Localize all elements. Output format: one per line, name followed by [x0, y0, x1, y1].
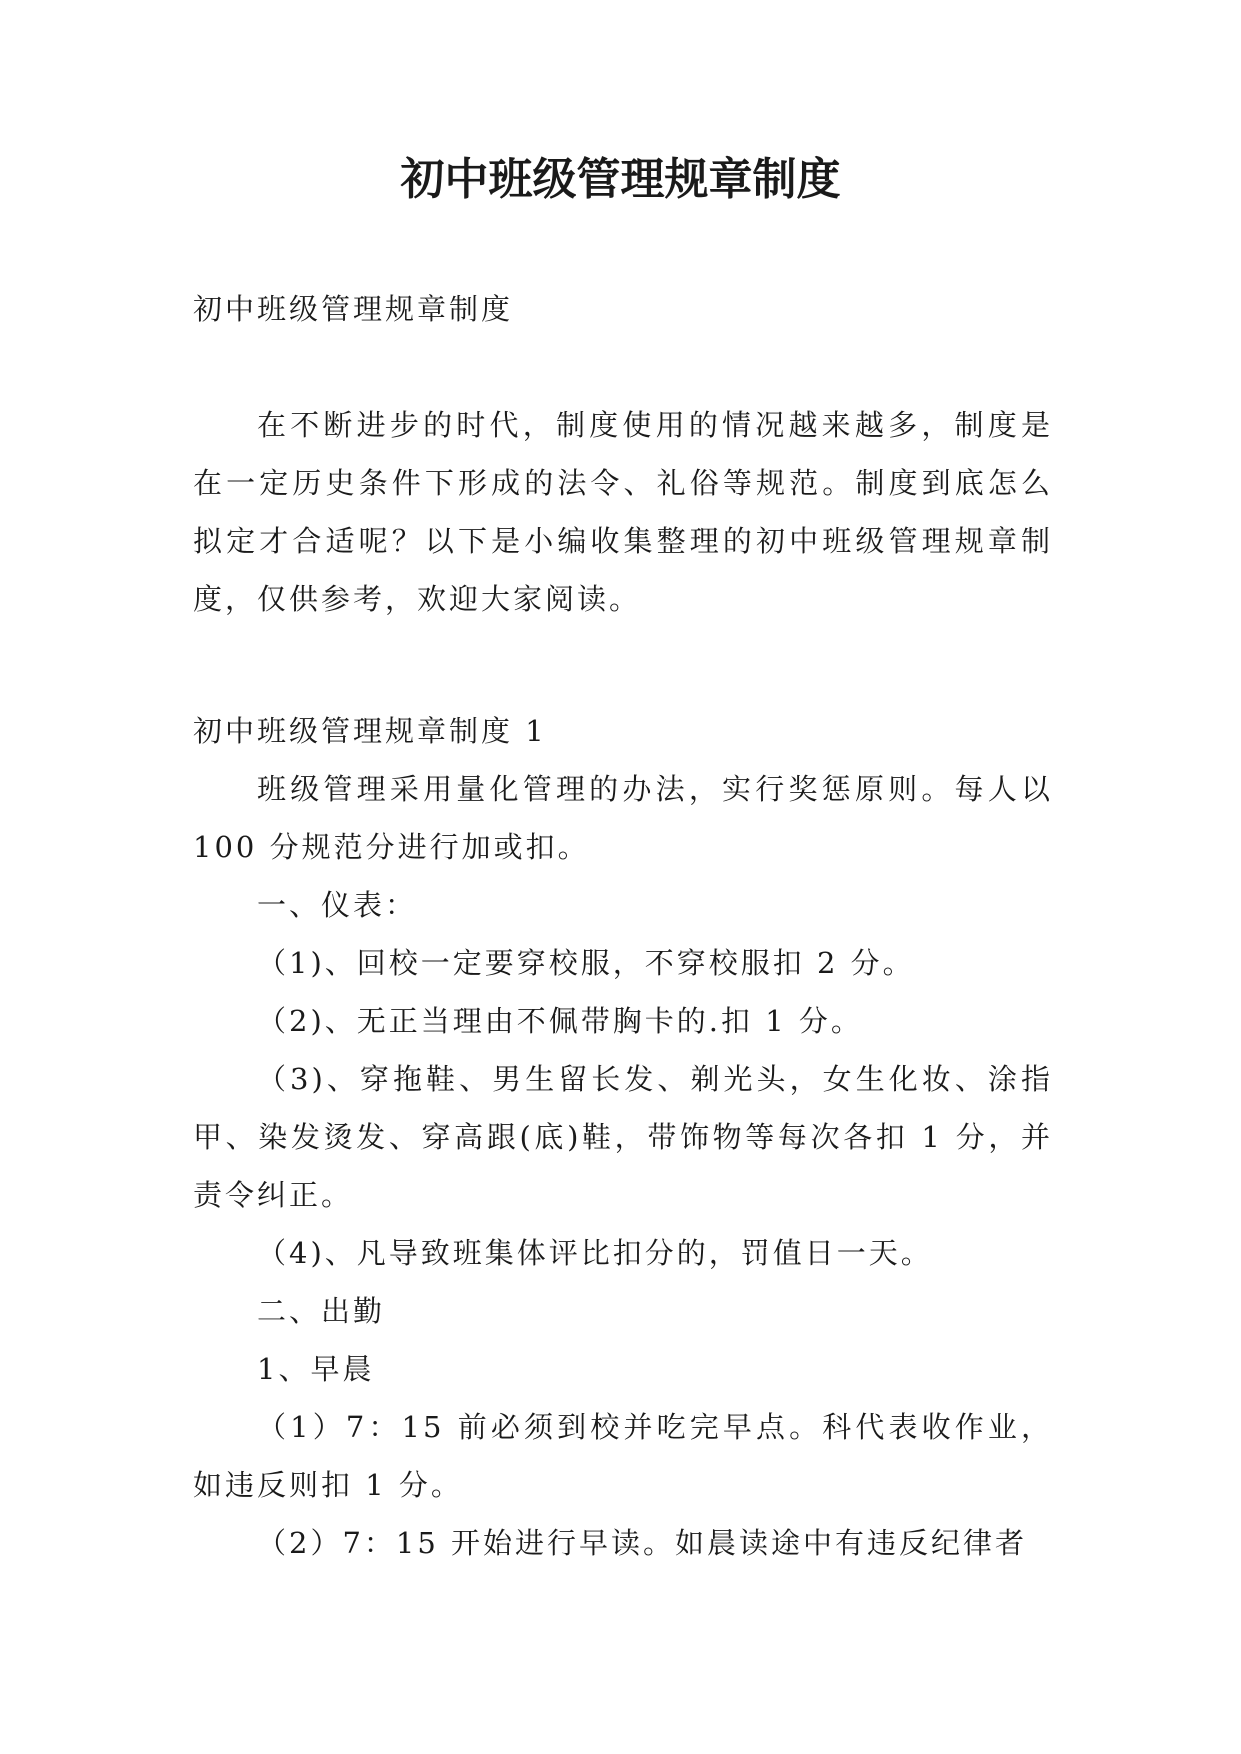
item-appearance: 一、仪表：	[257, 888, 418, 922]
intro-paragraph: 在不断进步的时代，制度使用的情况越来越多，制度是在一定历史条件下形成的法令、礼俗等规范。制度到底怎么拟定才合适呢？以下是小编收集整理的初中班级管理规章制度，仅供参考，欢迎大家阅读。	[193, 408, 1053, 616]
document-title: 初中班级管理规章制度	[400, 154, 841, 205]
item-appearance-4: （4)、凡导致班集体评比扣分的，罚值日一天。	[257, 1236, 933, 1270]
item-appearance-3: （3)、穿拖鞋、男生留长发、剃光头，女生化妆、涂指甲、染发烫发、穿高跟(底)鞋，带饰物等每次各扣 1 分，并责令纠正。	[193, 1062, 1053, 1212]
section-1-heading: 初中班级管理规章制度 1	[193, 714, 547, 748]
item-appearance-1: （1)、回校一定要穿校服，不穿校服扣 2 分。	[257, 946, 915, 980]
item-appearance-2: （2)、无正当理由不佩带胸卡的.扣 1 分。	[257, 1004, 863, 1038]
item-attendance: 二、出勤	[257, 1294, 386, 1328]
item-attendance-morning: 1、早晨	[257, 1352, 375, 1386]
item-morning-rule-2: （2）7：15 开始进行早读。如晨读途中有违反纪律者	[257, 1526, 1028, 1560]
document-subtitle: 初中班级管理规章制度	[193, 292, 514, 326]
section-1-paragraph: 班级管理采用量化管理的办法，实行奖惩原则。每人以 100 分规范分进行加或扣。	[193, 772, 1053, 864]
item-morning-rule-1: （1）7：15 前必须到校并吃完早点。科代表收作业，如违反则扣 1 分。	[193, 1410, 1053, 1502]
